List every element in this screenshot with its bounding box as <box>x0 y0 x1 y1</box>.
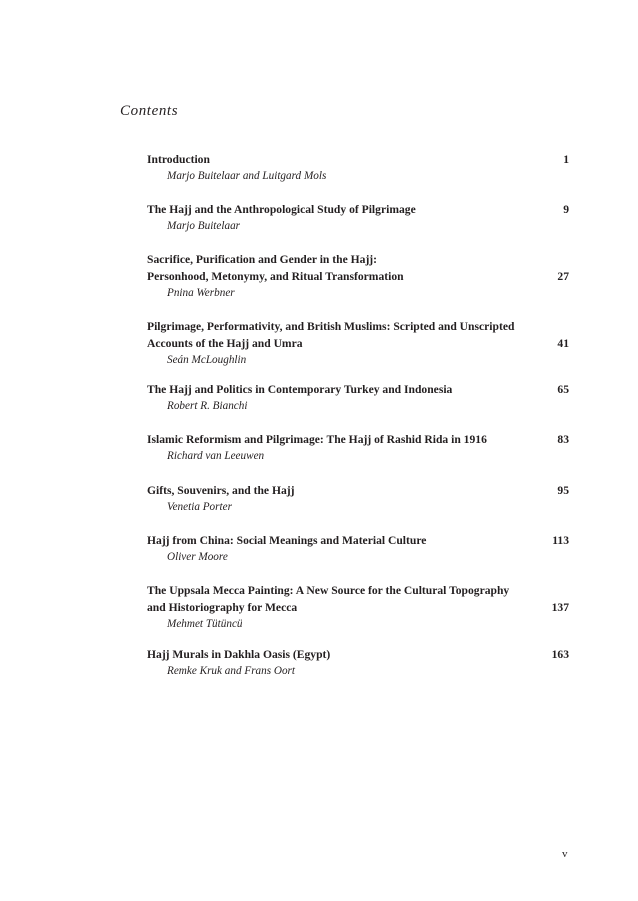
entry-author: Marjo Buitelaar <box>167 220 241 232</box>
entry-author: Remke Kruk and Frans Oort <box>167 665 296 677</box>
toc-entry-anthropological-study[interactable] <box>147 201 569 235</box>
entry-author: Mehmet Tütüncü <box>167 618 243 630</box>
entry-title-line: Gifts, Souvenirs, and the Hajj 95 <box>147 484 569 497</box>
entry-page-number: 41 <box>557 337 569 350</box>
toc-entry-uppsala-mecca-painting[interactable] <box>147 582 569 633</box>
entry-title-line: The Hajj and the Anthropological Study of Pilgrimage 9 <box>147 203 569 216</box>
entry-page-number: 137 <box>551 601 569 614</box>
entry-title-line: The Hajj and Politics in Contemporary Turkey and Indonesia 65 <box>147 383 569 396</box>
entry-page-number: 1 <box>563 153 569 166</box>
entry-page-number: 113 <box>552 534 569 547</box>
entry-page-number: 163 <box>551 648 569 661</box>
page-folio: v <box>562 848 568 860</box>
entry-title-line: and Historiography for Mecca 137 <box>147 601 569 614</box>
entry-title-line: Pilgrimage, Performativity, and British Muslims: Scripted and Unscripted <box>147 320 515 333</box>
entry-title-line: Accounts of the Hajj and Umra 41 <box>147 337 569 350</box>
toc-entry-rashid-rida[interactable] <box>147 431 569 465</box>
entry-page-number: 95 <box>557 484 569 497</box>
contents-heading: Contents <box>120 103 179 119</box>
entry-page-number: 83 <box>557 433 569 446</box>
entry-author: Pnina Werbner <box>167 287 235 299</box>
toc-entry-british-muslims[interactable] <box>147 318 569 369</box>
toc-entry-hajj-from-china[interactable] <box>147 532 569 566</box>
entry-page-number: 65 <box>557 383 569 396</box>
entry-title-line: Hajj Murals in Dakhla Oasis (Egypt) 163 <box>147 648 569 661</box>
entry-author: Oliver Moore <box>167 551 228 563</box>
entry-author: Richard van Leeuwen <box>167 450 265 462</box>
entry-title-line: Islamic Reformism and Pilgrimage: The Hajj of Rashid Rida in 1916 83 <box>147 433 569 446</box>
toc-entry-gifts-souvenirs[interactable] <box>147 482 569 516</box>
entry-author: Seán McLoughlin <box>167 354 247 366</box>
entry-title-line: Introduction 1 <box>147 153 569 166</box>
toc-entry-turkey-indonesia[interactable] <box>147 381 569 415</box>
toc-entry-sacrifice-purification[interactable] <box>147 251 569 302</box>
entry-author: Marjo Buitelaar and Luitgard Mols <box>167 170 327 182</box>
toc-entry-dakhla-oasis[interactable] <box>147 646 569 680</box>
entry-title-line: The Uppsala Mecca Painting: A New Source for the Cultural Topography <box>147 584 510 597</box>
entry-page-number: 27 <box>557 270 569 283</box>
entry-title-line: Hajj from China: Social Meanings and Material Culture 113 <box>147 534 569 547</box>
entry-title-line: Personhood, Metonymy, and Ritual Transformation 27 <box>147 270 569 283</box>
entry-author: Robert R. Bianchi <box>167 400 248 412</box>
entry-author: Venetia Porter <box>167 501 232 513</box>
entry-page-number: 9 <box>563 203 569 216</box>
toc-entry-introduction[interactable] <box>147 151 569 185</box>
entry-title-line: Sacrifice, Purification and Gender in the Hajj: <box>147 253 378 266</box>
